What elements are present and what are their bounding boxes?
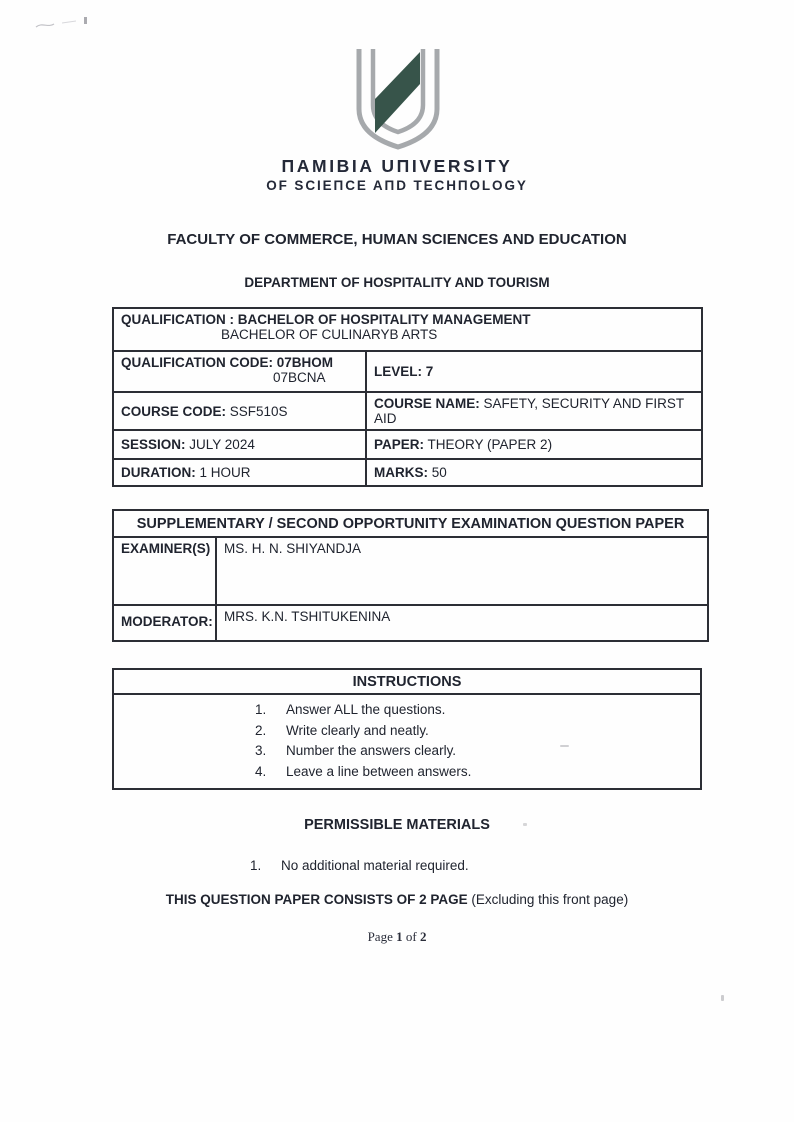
- qualification-value: BACHELOR OF HOSPITALITY MANAGEMENT: [237, 312, 531, 327]
- duration-label: DURATION:: [121, 465, 196, 480]
- permissible-materials-title: PERMISSIBLE MATERIALS: [304, 817, 490, 833]
- university-name: ΠAMIBIA UΠIVERSITY: [281, 156, 513, 176]
- page-total: 2: [419, 929, 427, 944]
- paper-value: THEORY (PAPER 2): [427, 437, 553, 452]
- moderator-value: MRS. K.N. TSHITUKENINA: [216, 605, 708, 641]
- page-count-note: [0, 892, 794, 907]
- session-label: SESSION:: [121, 437, 186, 452]
- department-title: DEPARTMENT OF HOSPITALITY AND TOURISM: [244, 275, 550, 290]
- instruction-text: Answer ALL the questions.: [286, 702, 446, 717]
- faculty-title: FACULTY OF COMMERCE, HUMAN SCIENCES AND EDUCATION: [167, 231, 627, 248]
- duration-value: 1 HOUR: [199, 465, 251, 480]
- session-cell: [113, 430, 366, 459]
- course-code-label: COURSE CODE:: [121, 403, 227, 419]
- instruction-number: 2.: [255, 722, 267, 738]
- qualification-value-line2: BACHELOR OF CULINARYB ARTS: [221, 327, 438, 342]
- page-count-regular: (Excluding this front page): [471, 892, 629, 907]
- examination-title: SUPPLEMENTARY / SECOND OPPORTUNITY EXAMINATION QUESTION PAPER: [113, 510, 708, 537]
- university-subtitle: OF SCIEΠCE AΠD TECHΠOLOGY: [266, 178, 528, 193]
- material-text: No additional material required.: [281, 858, 469, 873]
- instruction-text: Leave a line between answers.: [286, 763, 472, 779]
- course-details-table: [112, 307, 703, 487]
- instructions-title: INSTRUCTIONS: [113, 669, 701, 694]
- level-label: LEVEL:: [374, 364, 423, 379]
- page-number: [0, 929, 794, 945]
- marks-cell: [366, 459, 702, 486]
- examiner-label: EXAMINER(S): [113, 537, 216, 605]
- course-name-value: SAFETY, SECURITY AND FIRST AID: [374, 396, 684, 426]
- instruction-item: [255, 741, 693, 762]
- instruction-item: [255, 762, 693, 783]
- nust-shield-logo-icon: [351, 45, 445, 151]
- examination-table: [112, 509, 709, 642]
- instruction-number: 1.: [255, 702, 267, 717]
- pencil-scribble-artifact: [32, 14, 102, 34]
- level-value: 7: [425, 364, 434, 379]
- instruction-number: 3.: [255, 743, 267, 758]
- instruction-number: 4.: [255, 763, 267, 779]
- instruction-text: Write clearly and neatly.: [286, 722, 429, 738]
- duration-cell: [113, 459, 366, 486]
- qualification-cell: [113, 308, 702, 351]
- qualification-code-value: 07BHOM: [276, 355, 334, 370]
- course-name-cell: [366, 392, 702, 430]
- instructions-list: [113, 694, 701, 789]
- instruction-text: Number the answers clearly.: [286, 743, 457, 758]
- qualification-code-cell: [113, 351, 366, 392]
- qualification-code-value2: 07BCNA: [273, 370, 326, 385]
- permissible-materials-item: [250, 858, 469, 873]
- of-word: of: [405, 929, 417, 944]
- paper-cell: [366, 430, 702, 459]
- page-current: 1: [396, 929, 403, 944]
- marks-label: MARKS:: [374, 465, 428, 480]
- instruction-item: [255, 721, 693, 742]
- scan-speck-artifact: [721, 995, 724, 1001]
- moderator-label: MODERATOR:: [113, 605, 216, 641]
- course-code-value: SSF510S: [229, 403, 288, 419]
- material-number: 1.: [250, 858, 262, 873]
- level-cell: [366, 351, 702, 392]
- course-code-cell: [113, 392, 366, 430]
- page-count-bold: THIS QUESTION PAPER CONSISTS OF 2 PAGE: [165, 892, 468, 907]
- qualification-code-label: QUALIFICATION CODE:: [121, 355, 273, 370]
- marks-value: 50: [431, 465, 447, 480]
- instruction-item: [255, 700, 693, 721]
- session-value: JULY 2024: [189, 437, 255, 452]
- page-word: Page: [367, 929, 393, 944]
- course-name-label: COURSE NAME:: [374, 396, 480, 411]
- examiner-value: MS. H. N. SHIYANDJA: [216, 537, 708, 605]
- qualification-label: QUALIFICATION :: [121, 312, 234, 327]
- paper-label: PAPER:: [374, 437, 425, 452]
- instructions-table: [112, 668, 702, 790]
